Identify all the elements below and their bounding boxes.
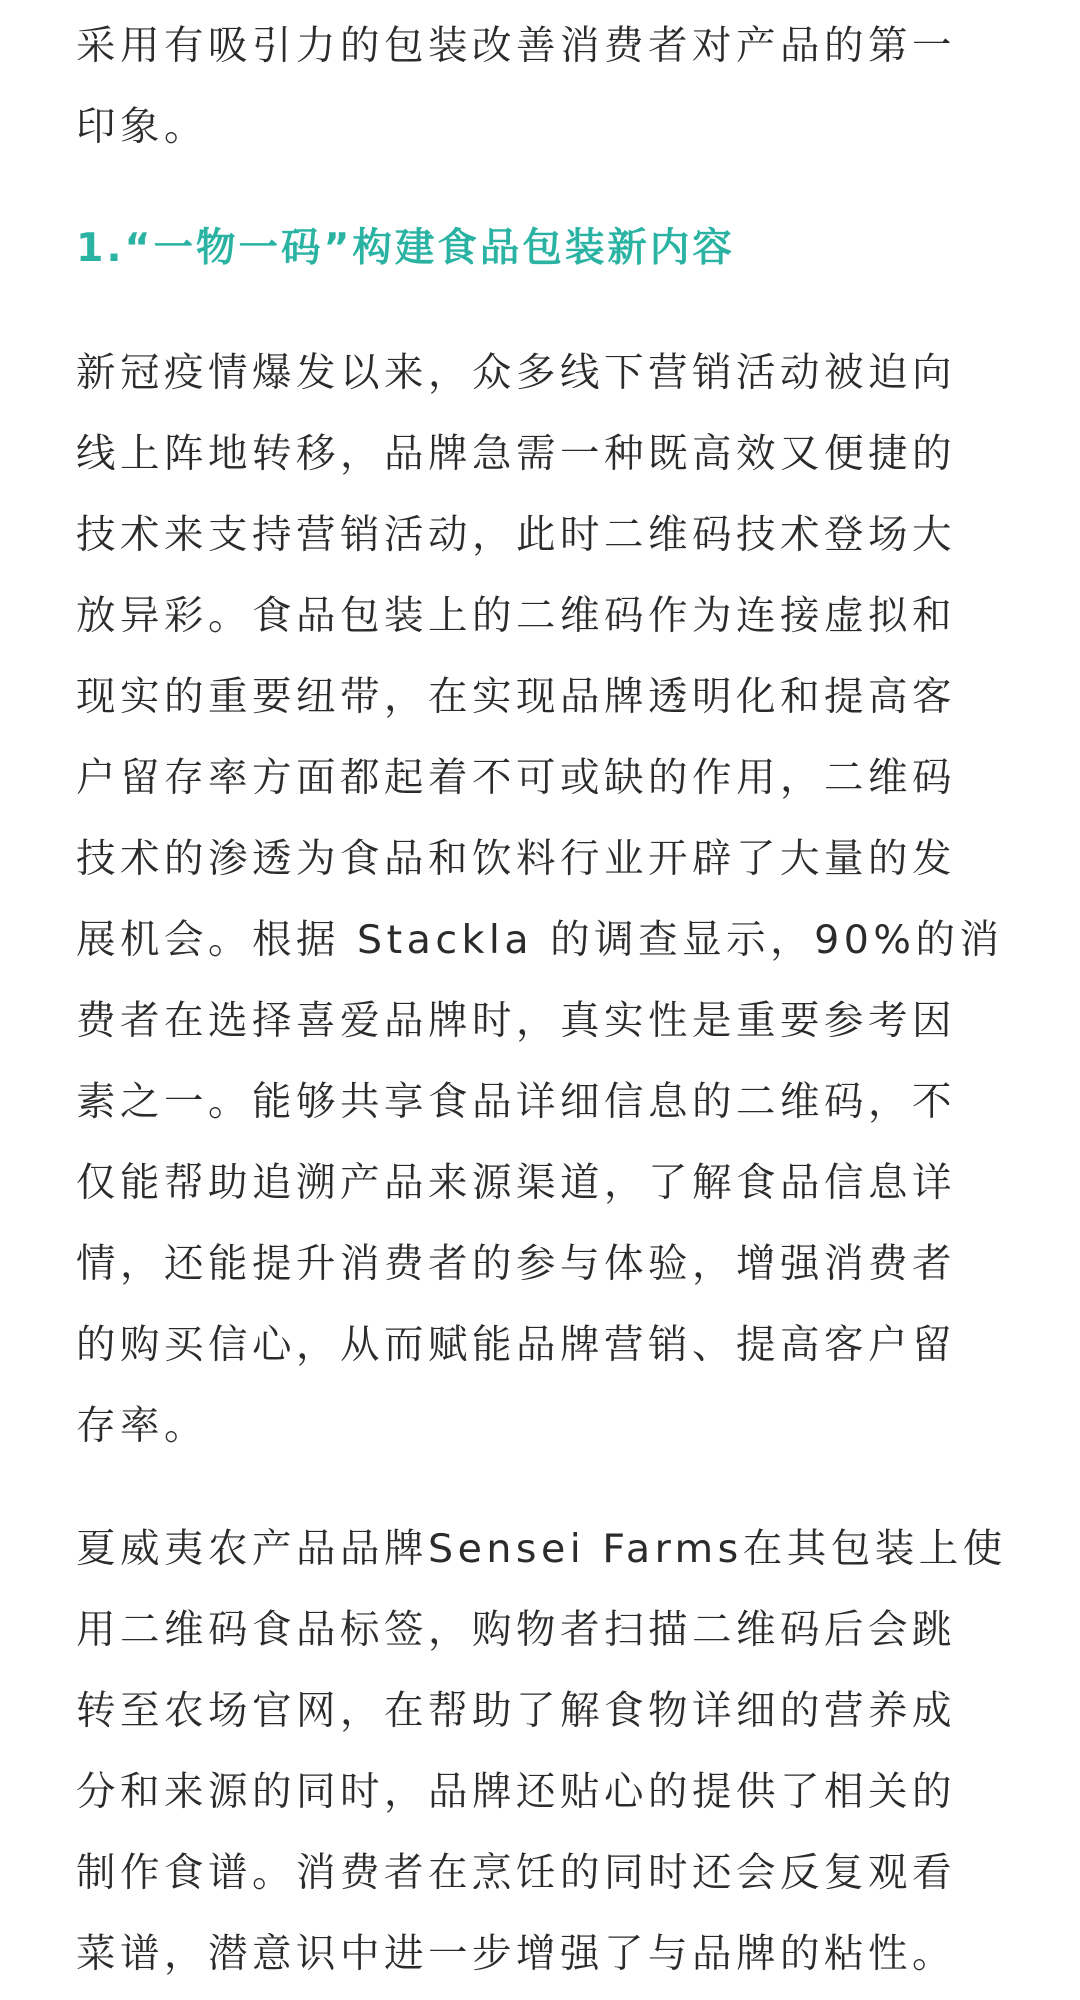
section-heading: 1.“一物一码”构建食品包装新内容 [76, 225, 735, 271]
paragraph-spacer [76, 1467, 1016, 1509]
article-body [76, 6, 1016, 1995]
body-paragraph-1: 新冠疫情爆发以来，众多线下营销活动被迫向 线上阵地转移，品牌急需一种既高效又便捷的 技术来支持营销活动，此时二维码技术登场大 放异彩。食品包装上的二维码作为连接虚拟和 现实的重要纽带，在实现品牌透明化和提高客 户留存率方面都起着不可或缺的作用，二维码 技术的渗透为食品和饮料行业开辟了大量的发 展机会。根据 Stackla 的调查显示，90%的消 费者在选择喜爱品牌时，真实性是重要参考因 素之一。能够共享食品详细信息的二维码，不 仅能帮助追溯产品来源渠道，了解食品信息详 情，还能提升消费者的参与体验，增强消费者 的购买信心，从而赋能品牌营销、提高客户留 存率。 [76, 350, 1004, 1449]
body-paragraph-2: 夏威夷农产品品牌Sensei Farms在其包装上使 用二维码食品标签，购物者扫描二维码后会跳 转至农场官网，在帮助了解食物详细的营养成 分和来源的同时，品牌还贴心的提供了相关的 制作食谱。消费者在烹饪的同时还会反复观看 菜谱，潜意识中进一步增强了与品牌的粘性。 [76, 1526, 1007, 1977]
intro-paragraph: 采用有吸引力的包装改善消费者对产品的第一 印象。 [76, 23, 956, 150]
